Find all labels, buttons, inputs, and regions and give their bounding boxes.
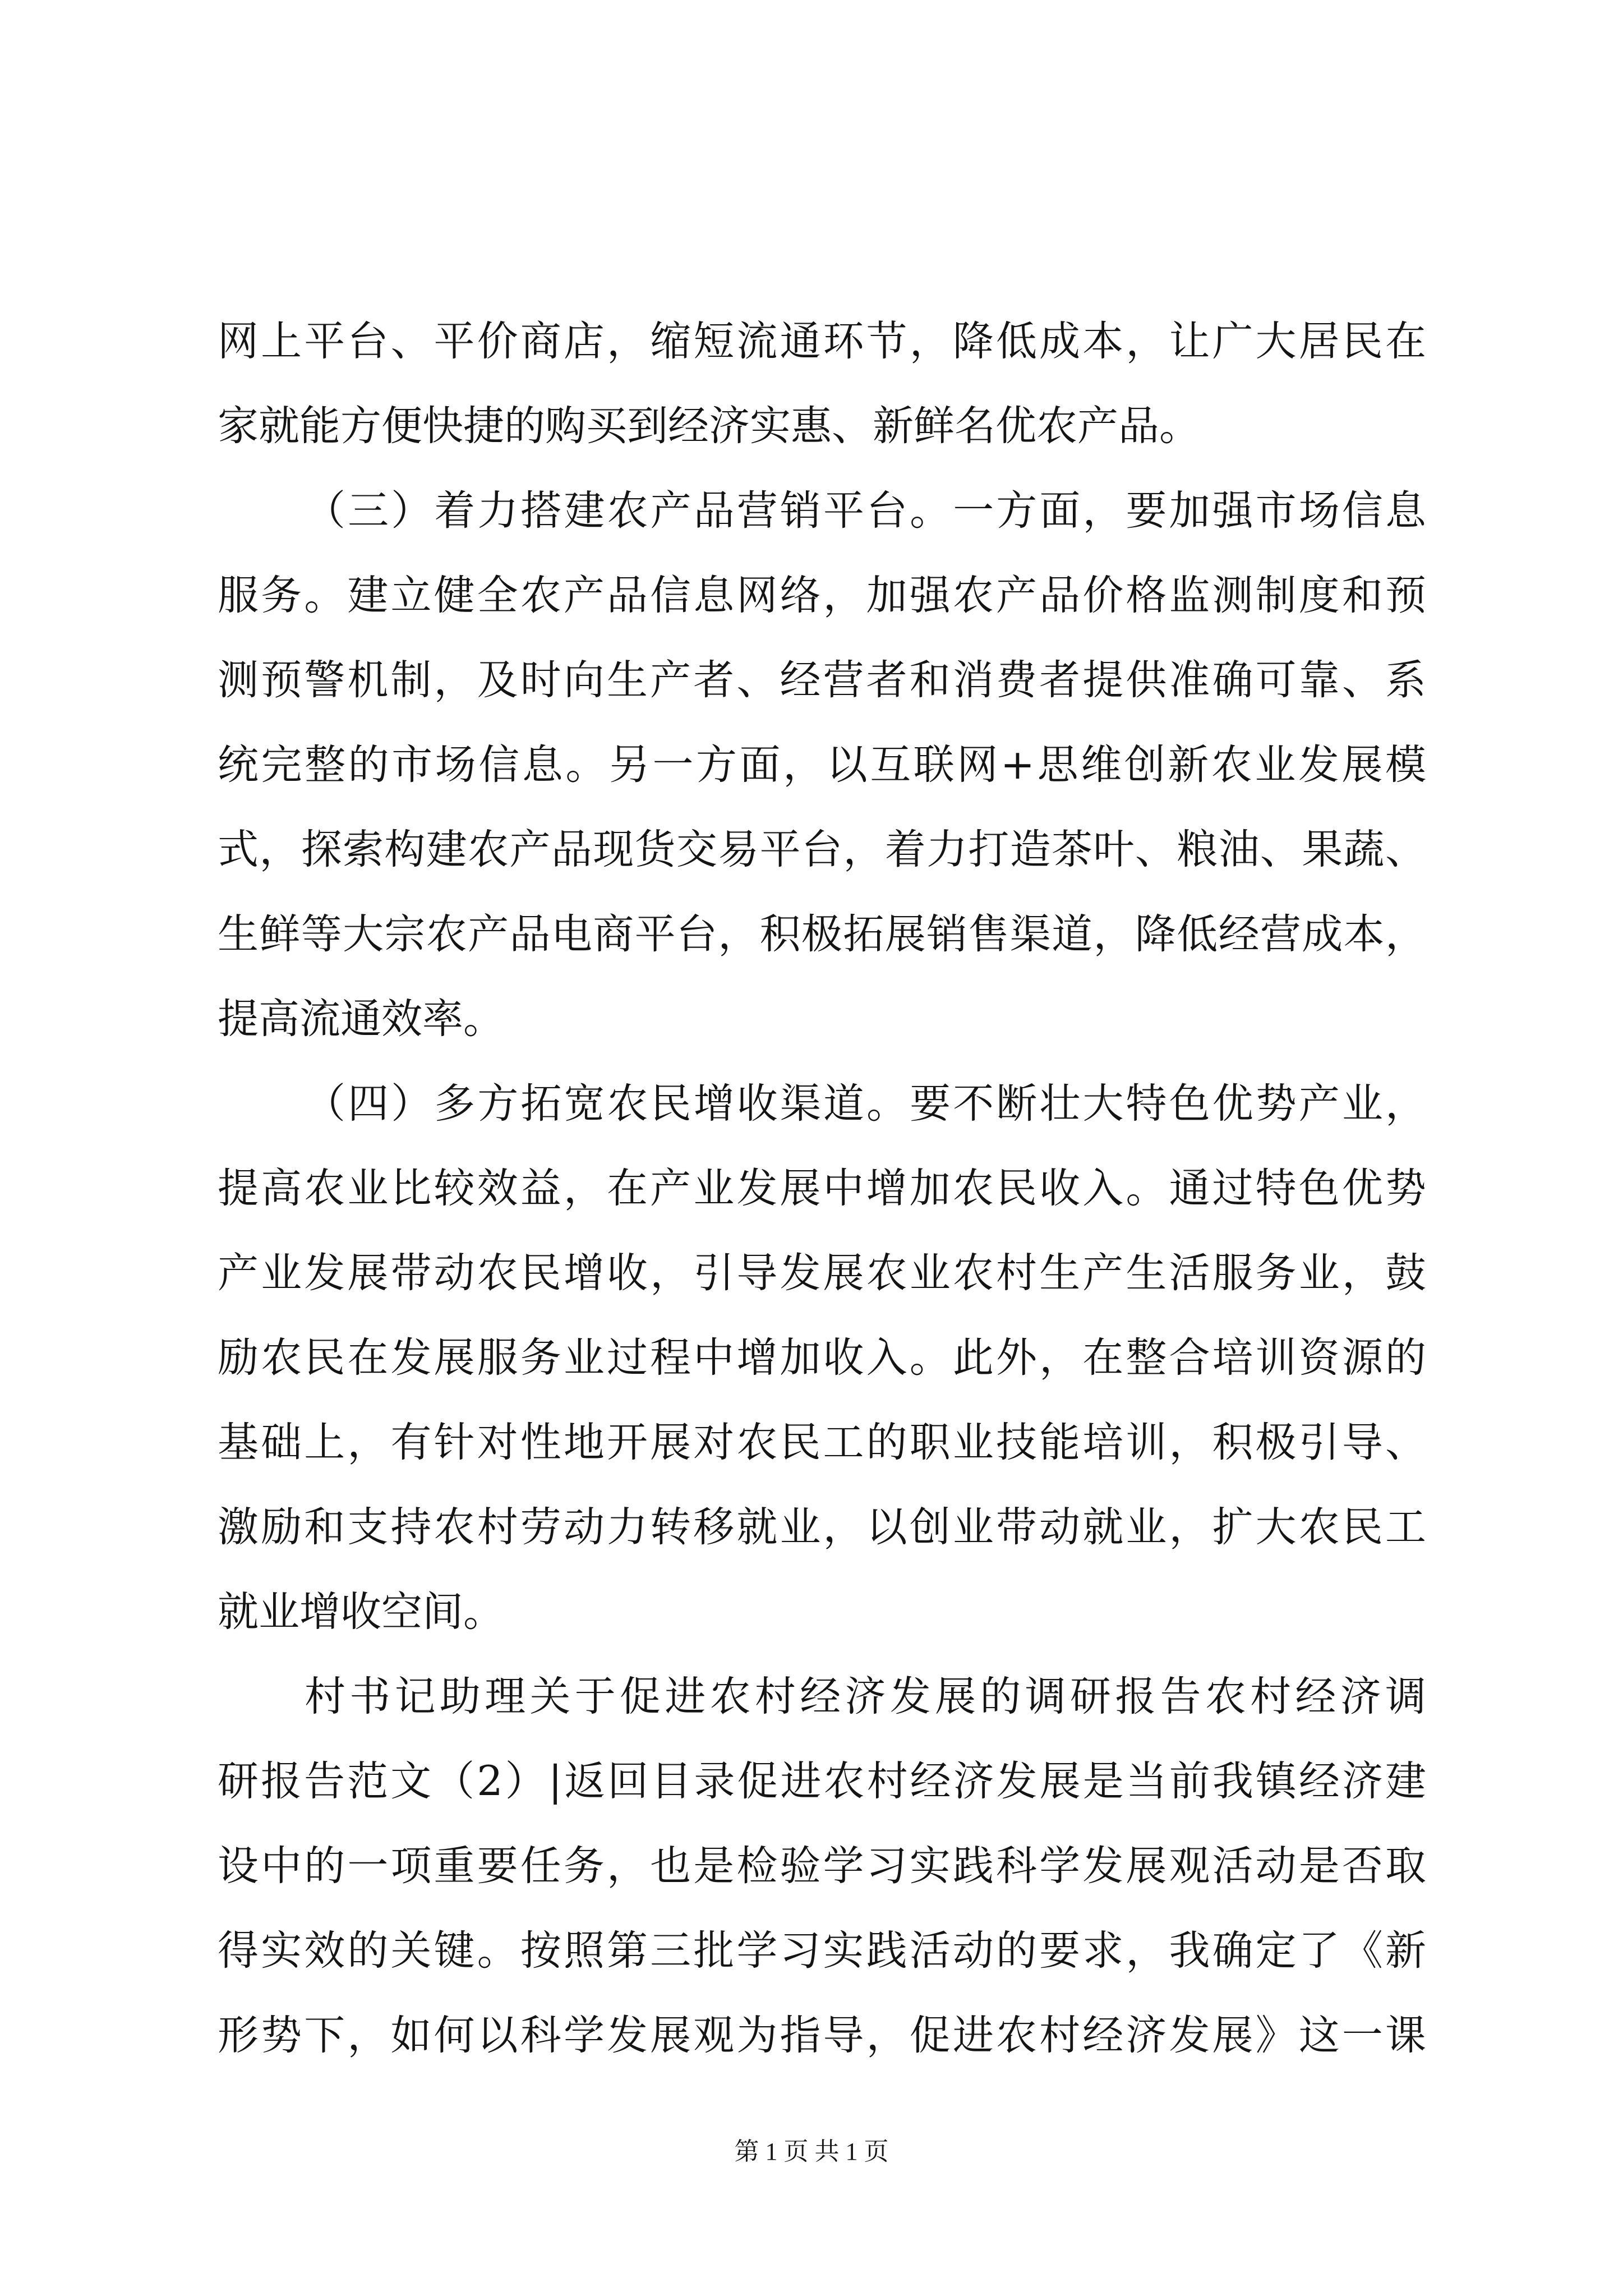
text-line: 网上平台、平价商店，缩短流通环节，降低成本，让广大居民在	[218, 318, 1426, 365]
text-line: 统完整的市场信息。另一方面，以互联网+思维创新农业发展模	[218, 741, 1426, 789]
text-line: 就业增收空间。	[218, 1588, 504, 1636]
document-body	[218, 299, 1426, 2078]
text-line: 服务。建立健全农产品信息网络，加强农产品价格监测制度和预	[218, 572, 1426, 619]
text-line: 研报告范文（2）|返回目录促进农村经济发展是当前我镇经济建	[218, 1757, 1426, 1805]
text-line: 村书记助理关于促进农村经济发展的调研报告农村经济调	[305, 1673, 1426, 1720]
text-line: 设中的一项重要任务，也是检验学习实践科学发展观活动是否取	[218, 1842, 1426, 1890]
text-line: 家就能方便快捷的购买到经济实惠、新鲜名优农产品。	[218, 402, 1200, 450]
paragraph-2	[218, 468, 1426, 1061]
text-line: 测预警机制，及时向生产者、经营者和消费者提供准确可靠、系	[218, 656, 1426, 704]
text-line: （三）着力搭建农产品营销平台。一方面，要加强市场信息	[305, 487, 1426, 535]
text-line: （四）多方拓宽农民增收渠道。要不断壮大特色优势产业，	[305, 1080, 1426, 1128]
text-line: 激励和支持农村劳动力转移就业，以创业带动就业，扩大农民工	[218, 1503, 1426, 1551]
text-line: 生鲜等大宗农产品电商平台，积极拓展销售渠道，降低经营成本，	[218, 910, 1426, 958]
text-line: 励农民在发展服务业过程中增加收入。此外，在整合培训资源的	[218, 1334, 1426, 1382]
text-line: 得实效的关键。按照第三批学习实践活动的要求，我确定了《新	[218, 1927, 1426, 1975]
paragraph-1	[218, 299, 1426, 468]
paragraph-3	[218, 1061, 1426, 1654]
text-line: 提高流通效率。	[218, 995, 504, 1043]
text-line: 提高农业比较效益，在产业发展中增加农民收入。通过特色优势	[218, 1165, 1426, 1212]
text-line: 产业发展带动农民增收，引导发展农业农村生产生活服务业，鼓	[218, 1249, 1426, 1297]
text-line: 基础上，有针对性地开展对农民工的职业技能培训，积极引导、	[218, 1419, 1426, 1466]
paragraph-4	[218, 1654, 1426, 2078]
page-footer: 第 1 页 共 1 页	[734, 2138, 889, 2165]
text-line: 式，探索构建农产品现货交易平台，着力打造茶叶、粮油、果蔬、	[218, 826, 1426, 873]
text-line: 形势下，如何以科学发展观为指导，促进农村经济发展》这一课	[218, 2012, 1426, 2059]
